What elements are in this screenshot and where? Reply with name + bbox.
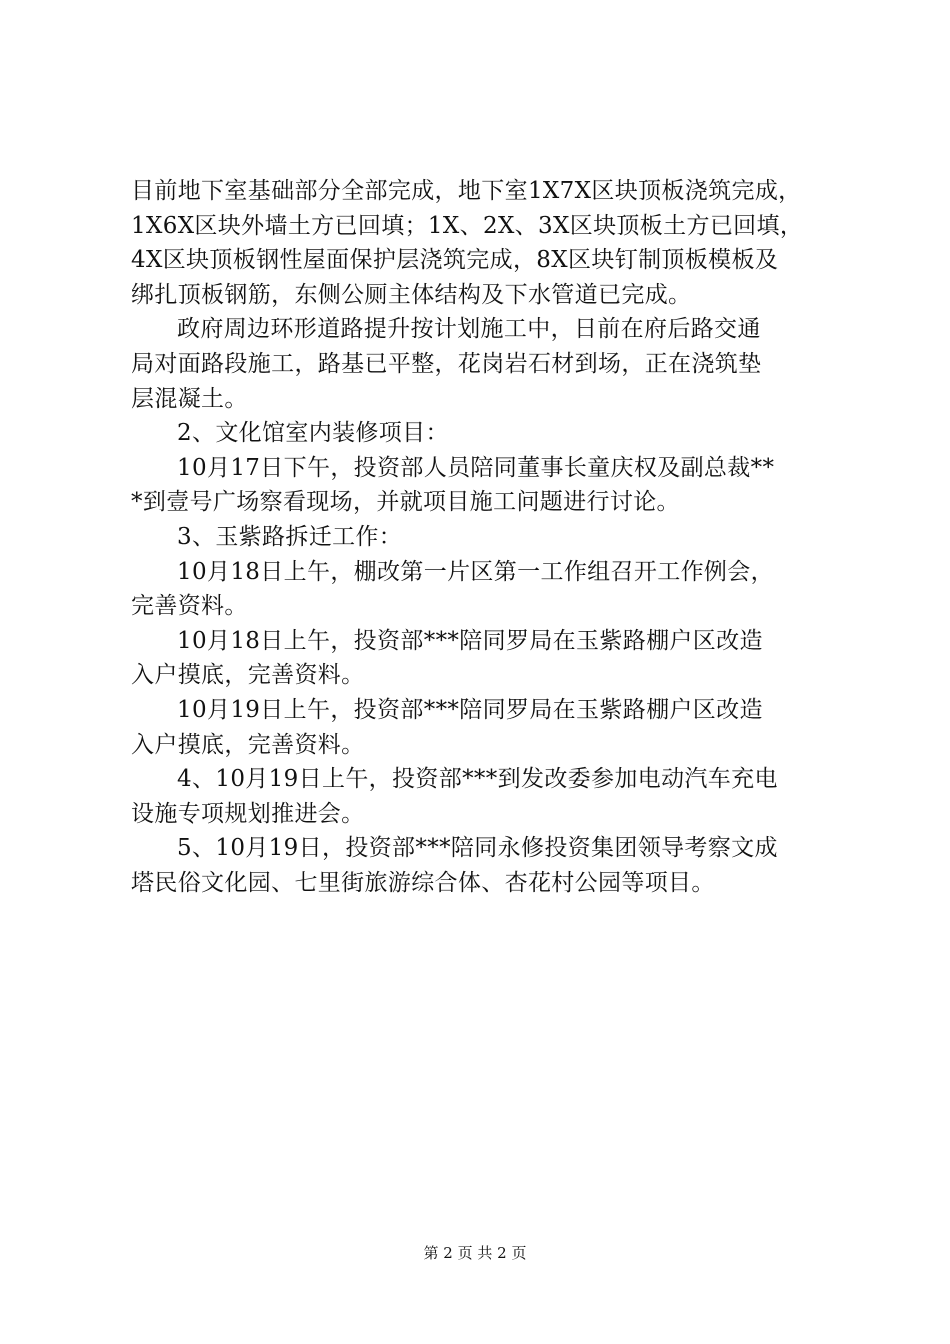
text-line: 10月19日上午，投资部***陪同罗局在玉紫路棚户区改造	[177, 696, 763, 723]
document-body	[131, 174, 836, 900]
text-line: 政府周边环形道路提升按计划施工中，日前在府后路交通	[177, 316, 761, 343]
text-line: 完善资料。	[131, 593, 248, 620]
text-line: 10月18日上午，投资部***陪同罗局在玉紫路棚户区改造	[177, 627, 763, 654]
text-line: 塔民俗文化园、七里街旅游综合体、杏花村公园等项目。	[131, 869, 715, 896]
text-line: *到壹号广场察看现场，并就项目施工问题进行讨论。	[131, 489, 680, 516]
text-line: 10月17日下午，投资部人员陪同董事长童庆权及副总裁**	[177, 454, 775, 481]
text-line: 5、10月19日，投资部***陪同永修投资集团领导考察文成	[177, 835, 778, 862]
text-line: 设施专项规划推进会。	[131, 800, 365, 827]
text-line: 目前地下室基础部分全部完成，地下室1X7X区块顶板浇筑完成，	[131, 178, 802, 204]
page-number: 第 2 页 共 2 页	[423, 1244, 527, 1262]
text-line: 入户摸底，完善资料。	[131, 731, 365, 758]
text-line: 4、10月19日上午，投资部***到发改委参加电动汽车充电	[177, 766, 778, 793]
text-line: 局对面路段施工，路基已平整，花岗岩石材到场，正在浇筑垫	[131, 350, 762, 377]
text-line: 绑扎顶板钢筋，东侧公厕主体结构及下水管道已完成。	[131, 281, 692, 308]
text-line: 4X区块顶板钢性屋面保护层浇筑完成，8X区块钉制顶板模板及	[131, 247, 779, 274]
text-line: 入户摸底，完善资料。	[131, 662, 365, 689]
text-line: 10月18日上午，棚改第一片区第一工作组召开工作例会，	[177, 558, 774, 585]
text-line: 1X6X区块外墙土方已回填；1X、2X、3X区块顶板土方已回填，	[131, 212, 804, 239]
text-line: 层混凝土。	[131, 385, 248, 412]
section-heading: 3、玉紫路拆迁工作：	[177, 523, 403, 550]
page-footer	[0, 1243, 950, 1263]
section-heading: 2、文化馆室内装修项目：	[177, 420, 449, 447]
